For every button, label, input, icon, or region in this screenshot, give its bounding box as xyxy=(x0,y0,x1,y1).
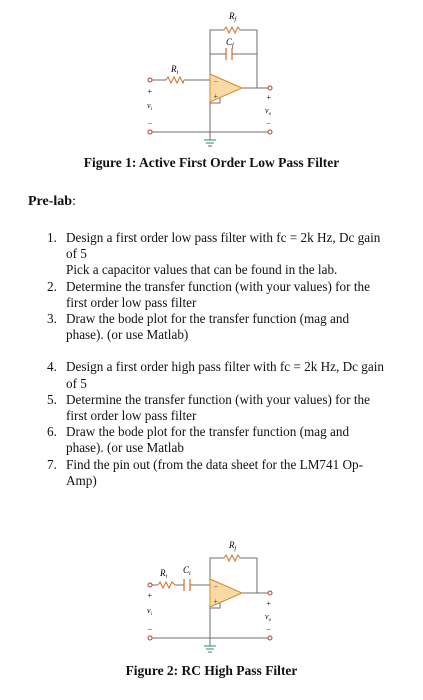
vo-minus-terminal xyxy=(268,130,272,134)
vo-label: $v_o$ xyxy=(265,106,272,117)
svg-text:+: + xyxy=(213,92,219,101)
cf-capacitor xyxy=(226,48,232,60)
vo-plus-label: + xyxy=(266,93,272,102)
low-pass-filter-schematic xyxy=(0,0,423,150)
ground-icon xyxy=(204,646,216,652)
list-item: 7. Find the pin out (from the data sheet for the LM741 Op-Amp) xyxy=(47,456,364,488)
svg-text:+: + xyxy=(213,597,219,606)
vi-plus-terminal xyxy=(148,78,152,82)
rf-label: $R_f$ xyxy=(229,540,237,552)
high-pass-filter-schematic xyxy=(0,528,423,663)
vi-minus-terminal xyxy=(148,636,152,640)
list-item: 2. Determine the transfer function (with your values) for the first order low pass filter xyxy=(47,278,370,310)
vo-plus-label: + xyxy=(266,599,272,608)
vi-minus-terminal xyxy=(148,130,152,134)
vi-label: $v_i$ xyxy=(147,101,152,112)
vo-label: $v_o$ xyxy=(265,612,272,623)
op-amp xyxy=(210,579,242,607)
list-item: 6. Draw the bode plot for the transfer function (mag and phase). (or use Matlab xyxy=(47,424,350,456)
ri-label: $R_i$ xyxy=(171,64,179,76)
ground-icon xyxy=(204,140,216,146)
vo-plus-terminal xyxy=(268,591,272,595)
ci-label: $C_i$ xyxy=(183,565,191,577)
rf-resistor xyxy=(224,27,240,33)
vi-minus-label: − xyxy=(147,625,153,634)
vo-minus-terminal xyxy=(268,636,272,640)
ri-label: $R_i$ xyxy=(160,568,168,580)
figure1-caption: Figure 1: Active First Order Low Pass Filter xyxy=(83,155,340,170)
cf-label: $C_f$ xyxy=(226,37,234,49)
rf-label: $R_f$ xyxy=(229,11,237,23)
vi-minus-label: − xyxy=(147,119,153,128)
op-amp xyxy=(210,74,242,102)
list-item: 4. Design a first order high pass filter with fc = 2k Hz, Dc gain of 5 xyxy=(47,359,384,391)
prelab-task-list xyxy=(0,230,384,489)
ri-resistor xyxy=(158,582,175,588)
vo-minus-label: − xyxy=(266,625,272,634)
svg-text:−: − xyxy=(213,582,219,591)
list-item: 3. Draw the bode plot for the transfer function (mag and phase). (or use Matlab) xyxy=(47,311,350,343)
prelab-heading: Pre-lab: xyxy=(28,194,76,209)
vi-plus-terminal xyxy=(148,583,152,587)
vo-plus-terminal xyxy=(268,86,272,90)
ci-capacitor xyxy=(184,579,190,591)
vi-plus-label: + xyxy=(147,591,153,600)
list-item: 5. Determine the transfer function (with your values) for the first order low pass filter xyxy=(47,391,370,424)
vo-minus-label: − xyxy=(266,119,272,128)
figure2-caption: Figure 2: RC High Pass Filter xyxy=(125,663,298,678)
ri-resistor xyxy=(166,77,184,83)
vi-plus-label: + xyxy=(147,87,153,96)
rf-resistor xyxy=(224,555,240,561)
list-item: 1. Design a first order low pass filter with fc = 2k Hz, Dc gain of 5 Pick a capacitor values that can be found in the lab. xyxy=(47,230,381,278)
svg-text:−: − xyxy=(213,77,219,86)
vi-label: $v_i$ xyxy=(147,606,152,617)
